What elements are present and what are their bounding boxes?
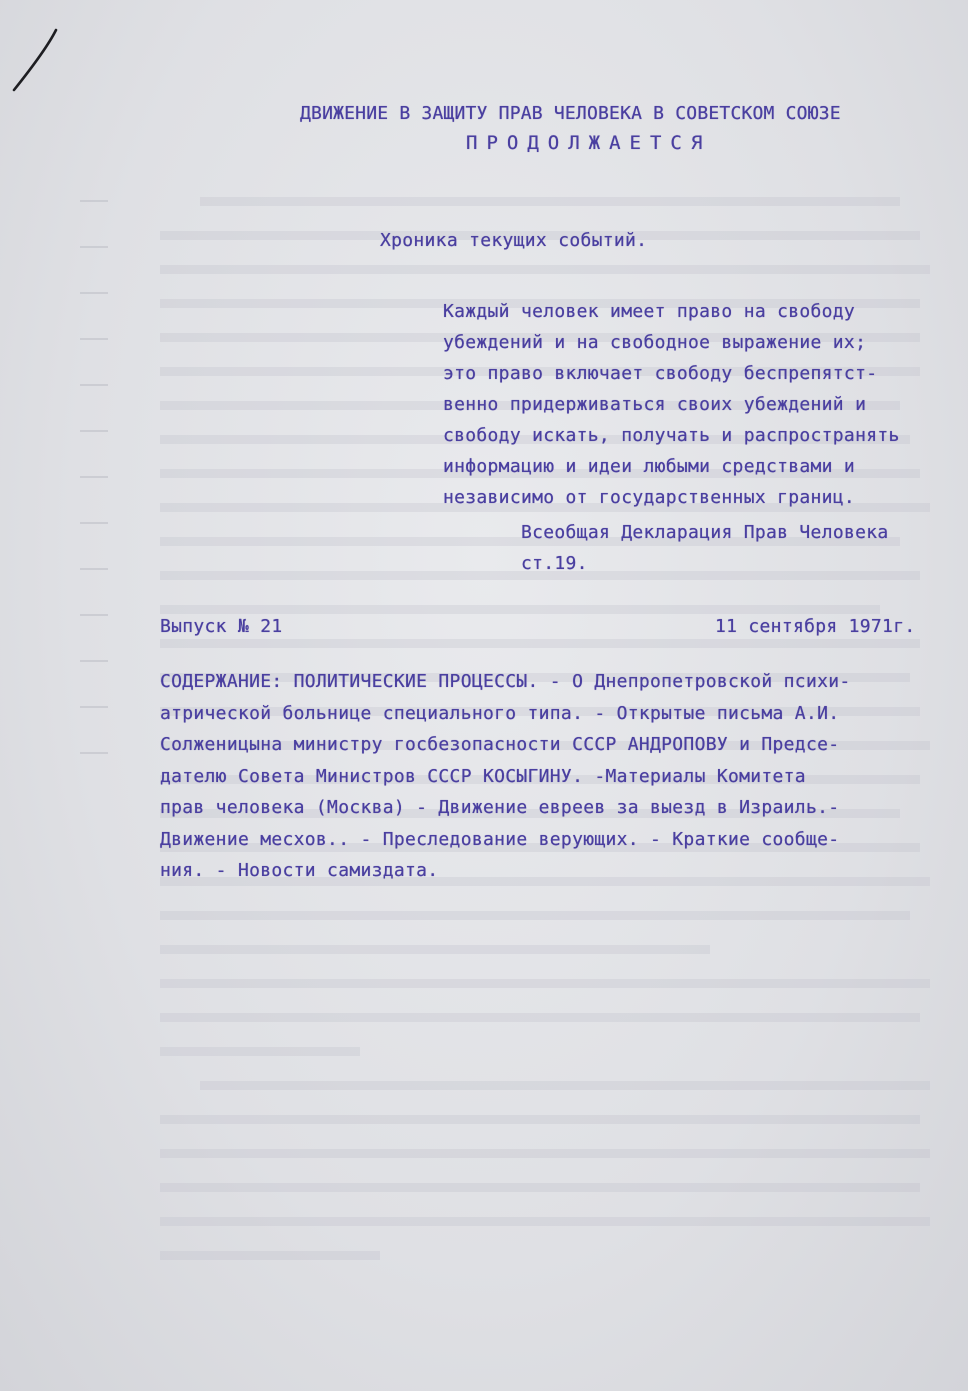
contents-line: СОДЕРЖАНИЕ: ПОЛИТИЧЕСКИЕ ПРОЦЕССЫ. - О Днепропетровской психи- bbox=[160, 671, 851, 692]
epigraph-line: независимо от государственных границ. bbox=[443, 487, 856, 508]
issue-number: Выпуск № 21 bbox=[160, 616, 283, 637]
contents-line: Движение месхов.. - Преследование верующих. - Краткие сообще- bbox=[160, 828, 840, 850]
epigraph-line: Каждый человек имеет право на свободу bbox=[443, 301, 856, 322]
contents-line: дателю Совета Министров СССР КОСЫГИНУ. -Материалы Комитета bbox=[160, 765, 806, 787]
epigraph-line: убеждений и на свободное выражение их; bbox=[443, 332, 867, 353]
epigraph-source: Всеобщая Декларация Прав Человека bbox=[521, 522, 889, 543]
epigraph-line: венно придерживаться своих убеждений и bbox=[443, 394, 867, 415]
contents-line: атрической больнице специального типа. - Открытые письма А.И. bbox=[160, 702, 840, 724]
contents-line: Солженицына министру госбезопасности СССР АНДРОПОВУ и Предсе- bbox=[160, 734, 840, 755]
contents-line: ния. - Новости самиздата. bbox=[160, 860, 439, 881]
epigraph-line: свободу искать, получать и распространять bbox=[443, 425, 900, 446]
epigraph-quote bbox=[443, 296, 900, 513]
pen-stroke-mark bbox=[8, 26, 68, 96]
contents-line: прав человека (Москва) - Движение евреев за выезд в Израиль.- bbox=[160, 797, 840, 818]
epigraph-line: это право включает свободу беспрепятст- bbox=[443, 363, 878, 384]
issue-date: 11 сентября 1971г. bbox=[715, 616, 916, 637]
epigraph-source-article: ст.19. bbox=[521, 553, 588, 574]
epigraph-line: информацию и идеи любыми средствами и bbox=[443, 456, 856, 477]
publication-subtitle: Хроника текущих событий. bbox=[380, 230, 648, 251]
table-of-contents bbox=[160, 666, 851, 887]
document-title-line-2: ПРОДОЛЖАЕТСЯ bbox=[466, 132, 712, 154]
document-title-line-1: ДВИЖЕНИЕ В ЗАЩИТУ ПРАВ ЧЕЛОВЕКА В СОВЕТСКОМ СОЮЗЕ bbox=[300, 103, 841, 124]
margin-marks bbox=[80, 200, 120, 900]
